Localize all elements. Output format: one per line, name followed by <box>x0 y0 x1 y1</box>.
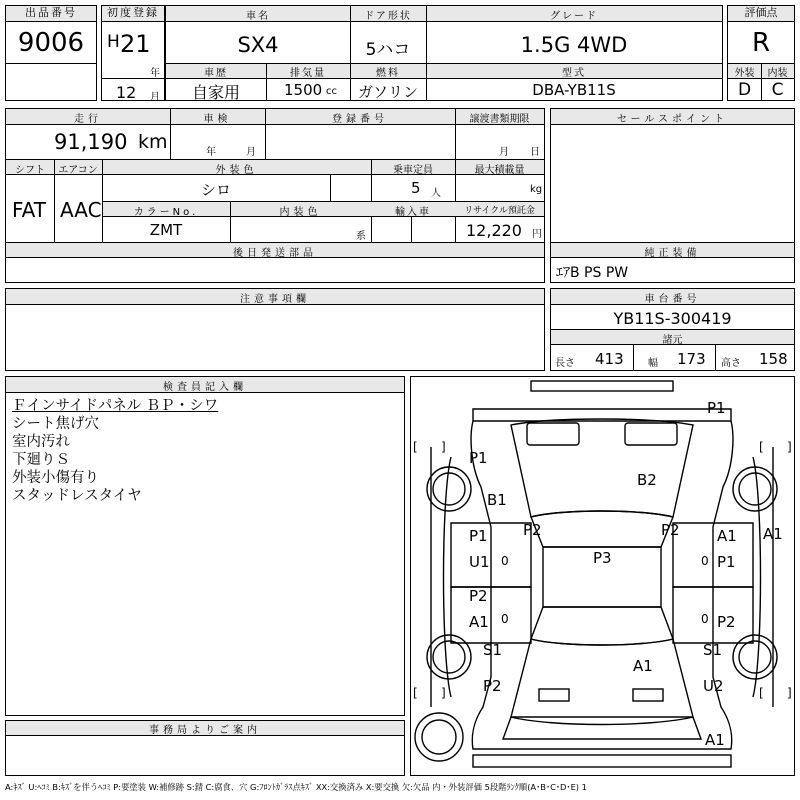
ext-color: シロ <box>200 181 231 199</box>
length-label: 長さ <box>555 358 575 369</box>
chassis-box <box>550 288 795 371</box>
capacity-label: 乗車定員 <box>393 165 433 176</box>
bracket: ] <box>441 440 446 454</box>
recycle-label: リサイクル預託金 <box>464 206 535 216</box>
model-code: DBA-YB11S <box>532 81 616 99</box>
inspection-label: 車検 <box>203 114 232 125</box>
color-no-label: カラーNo. <box>133 207 199 218</box>
damage-mark: B2 <box>637 471 657 489</box>
transfer-month-unit: 月 <box>499 147 509 158</box>
damage-mark: A1 <box>469 613 489 631</box>
overall-score: R <box>751 28 771 58</box>
damage-mark: P1 <box>707 399 726 417</box>
damage-mark: P3 <box>593 549 612 567</box>
height-label: 高さ <box>721 358 741 369</box>
displacement-label: 排気量 <box>290 68 326 79</box>
height: 158 <box>759 350 788 368</box>
recycle-fee: 12,220 <box>466 221 522 240</box>
door-zero-mark: 0 <box>501 554 509 568</box>
door-zero-mark: 0 <box>701 554 709 568</box>
legend: A:ｷｽﾞ U:ﾍｺﾐ B:ｷｽﾞを伴うﾍｺﾐ P:要塗装 W:補修跡 S:錆 C:腐食、穴 G:ﾌﾛﾝﾄｶﾞﾗｽ点ｷｽﾞ XX:交換済み X:要交換 欠:欠品 内・外装評価 5段階ﾗﾝｸ順(A･B･C･D･E) 1 <box>5 782 587 792</box>
damage-mark: A1 <box>633 657 653 675</box>
inspector-label: 検査員記入欄 <box>163 382 247 393</box>
max-load-unit: kg <box>530 184 543 195</box>
grade-label: グレード <box>550 11 598 22</box>
damage-mark: P2 <box>483 677 502 695</box>
damage-mark: P2 <box>523 521 542 539</box>
lot-number-box <box>5 5 97 101</box>
equipment: ｴｱB PS PW <box>556 265 629 281</box>
inspector-notes <box>12 397 218 505</box>
damage-mark: S1 <box>703 641 723 659</box>
year-unit: 年 <box>150 68 160 79</box>
history: 自家用 <box>191 83 240 102</box>
door-zero-mark: 0 <box>701 612 709 626</box>
damage-mark: A1 <box>763 525 783 543</box>
displacement-unit: cc <box>326 86 337 97</box>
inspection-month-unit: 月 <box>246 147 256 158</box>
notes-label: 注意事項欄 <box>240 294 310 305</box>
month-unit: 月 <box>150 92 160 103</box>
ext-color-label: 外装色 <box>215 165 258 176</box>
inspector-box <box>5 376 405 716</box>
spec-box <box>5 108 545 283</box>
model-label: 型式 <box>562 68 586 79</box>
bracket: [ <box>413 440 418 454</box>
reg-no-label: 登録番号 <box>332 114 388 125</box>
equipment-label: 純正装備 <box>644 248 701 259</box>
transfer-day-unit: 日 <box>530 147 540 158</box>
damage-mark: P1 <box>717 553 736 571</box>
chassis-label: 車台番号 <box>644 294 701 305</box>
inspector-note: Ｆインサイドパネル ＢＰ・シワ <box>12 398 219 414</box>
ac-label: エアコン <box>58 165 98 176</box>
damage-mark: P1 <box>469 527 488 545</box>
lot-number: 9006 <box>17 28 85 58</box>
history-label: 車歴 <box>204 68 228 79</box>
shift-label: シフト <box>15 165 45 176</box>
reg-month: 12 <box>116 83 137 102</box>
inspector-note: スタッドレスタイヤ <box>12 488 142 504</box>
car-name: SX4 <box>237 33 279 57</box>
transfer-label: 譲渡書類期限 <box>469 114 530 125</box>
score-box <box>727 5 795 101</box>
era: H <box>107 32 120 52</box>
chassis-number: YB11S-300419 <box>613 309 732 328</box>
door-zero-mark: 0 <box>501 612 509 626</box>
shift: FAT <box>12 198 47 222</box>
damage-mark: S1 <box>483 641 503 659</box>
interior-label: 内装 <box>767 68 788 79</box>
int-color-label: 内装色 <box>279 207 322 218</box>
fuel: ガソリン <box>357 83 418 101</box>
inspector-note: 外装小傷有り <box>12 470 99 486</box>
bracket: [ <box>759 686 764 700</box>
grade: 1.5G 4WD <box>520 33 628 57</box>
inspection-year-unit: 年 <box>206 147 216 158</box>
bracket: ] <box>787 440 792 454</box>
color-no: ZMT <box>149 221 183 239</box>
dims-label: 諸元 <box>662 335 683 346</box>
door-label: ドア形状 <box>364 11 412 22</box>
inspector-note: 室内汚れ <box>12 434 70 450</box>
mileage-unit: km <box>138 131 168 153</box>
mileage-label: 走行 <box>74 114 102 125</box>
office-label: 事務局よりご案内 <box>149 725 261 736</box>
inspector-note: シート焦げ穴 <box>12 416 99 432</box>
damage-mark: P2 <box>661 521 680 539</box>
damage-mark: U1 <box>469 553 490 571</box>
import-label: 輸入車 <box>395 207 431 218</box>
sales-point-label: セールスポイント <box>616 114 729 125</box>
first-registration-box <box>101 5 165 101</box>
width-label: 幅 <box>648 358 658 369</box>
later-parts-label: 後日発送部品 <box>233 248 317 259</box>
office-box <box>5 720 405 776</box>
capacity: 5 <box>411 179 421 197</box>
exterior-grade: D <box>737 80 752 100</box>
lot-number-label: 出品番号 <box>6 6 96 22</box>
ac: AAC <box>60 198 102 222</box>
width: 173 <box>677 350 706 368</box>
car-outline <box>415 381 777 767</box>
int-color-unit: 系 <box>356 231 366 242</box>
vehicle-info-box <box>165 5 723 101</box>
score-label: 評価点 <box>728 6 794 22</box>
capacity-unit: 人 <box>431 188 441 199</box>
damage-mark: P1 <box>469 449 488 467</box>
mileage: 91,190 <box>54 130 128 154</box>
damage-mark: P2 <box>717 613 736 631</box>
fuel-label: 燃料 <box>376 68 400 79</box>
exterior-label: 外装 <box>734 68 755 79</box>
displacement: 1500 <box>284 81 323 99</box>
recycle-unit: 円 <box>532 229 542 240</box>
damage-mark: A1 <box>705 731 725 749</box>
bracket: [ <box>413 686 418 700</box>
bracket: ] <box>441 686 446 700</box>
inspector-note: 下廻りＳ <box>12 452 70 468</box>
door-type: 5ハコ <box>365 40 411 60</box>
notes-box <box>5 288 545 371</box>
bracket: [ <box>759 440 764 454</box>
first-reg-label: 初度登録 <box>102 6 164 22</box>
max-load-label: 最大積載量 <box>474 165 525 176</box>
car-name-label: 車名 <box>246 11 270 22</box>
bracket: ] <box>787 686 792 700</box>
damage-mark: B1 <box>487 491 507 509</box>
damage-mark: P2 <box>469 587 488 605</box>
reg-year: 21 <box>120 30 151 58</box>
damage-diagram-box <box>410 376 795 776</box>
sales-point-box <box>550 108 795 283</box>
car-diagram <box>411 377 794 775</box>
damage-mark: A1 <box>717 527 737 545</box>
length: 413 <box>595 350 624 368</box>
damage-mark: U2 <box>703 677 724 695</box>
interior-grade: C <box>771 80 784 100</box>
